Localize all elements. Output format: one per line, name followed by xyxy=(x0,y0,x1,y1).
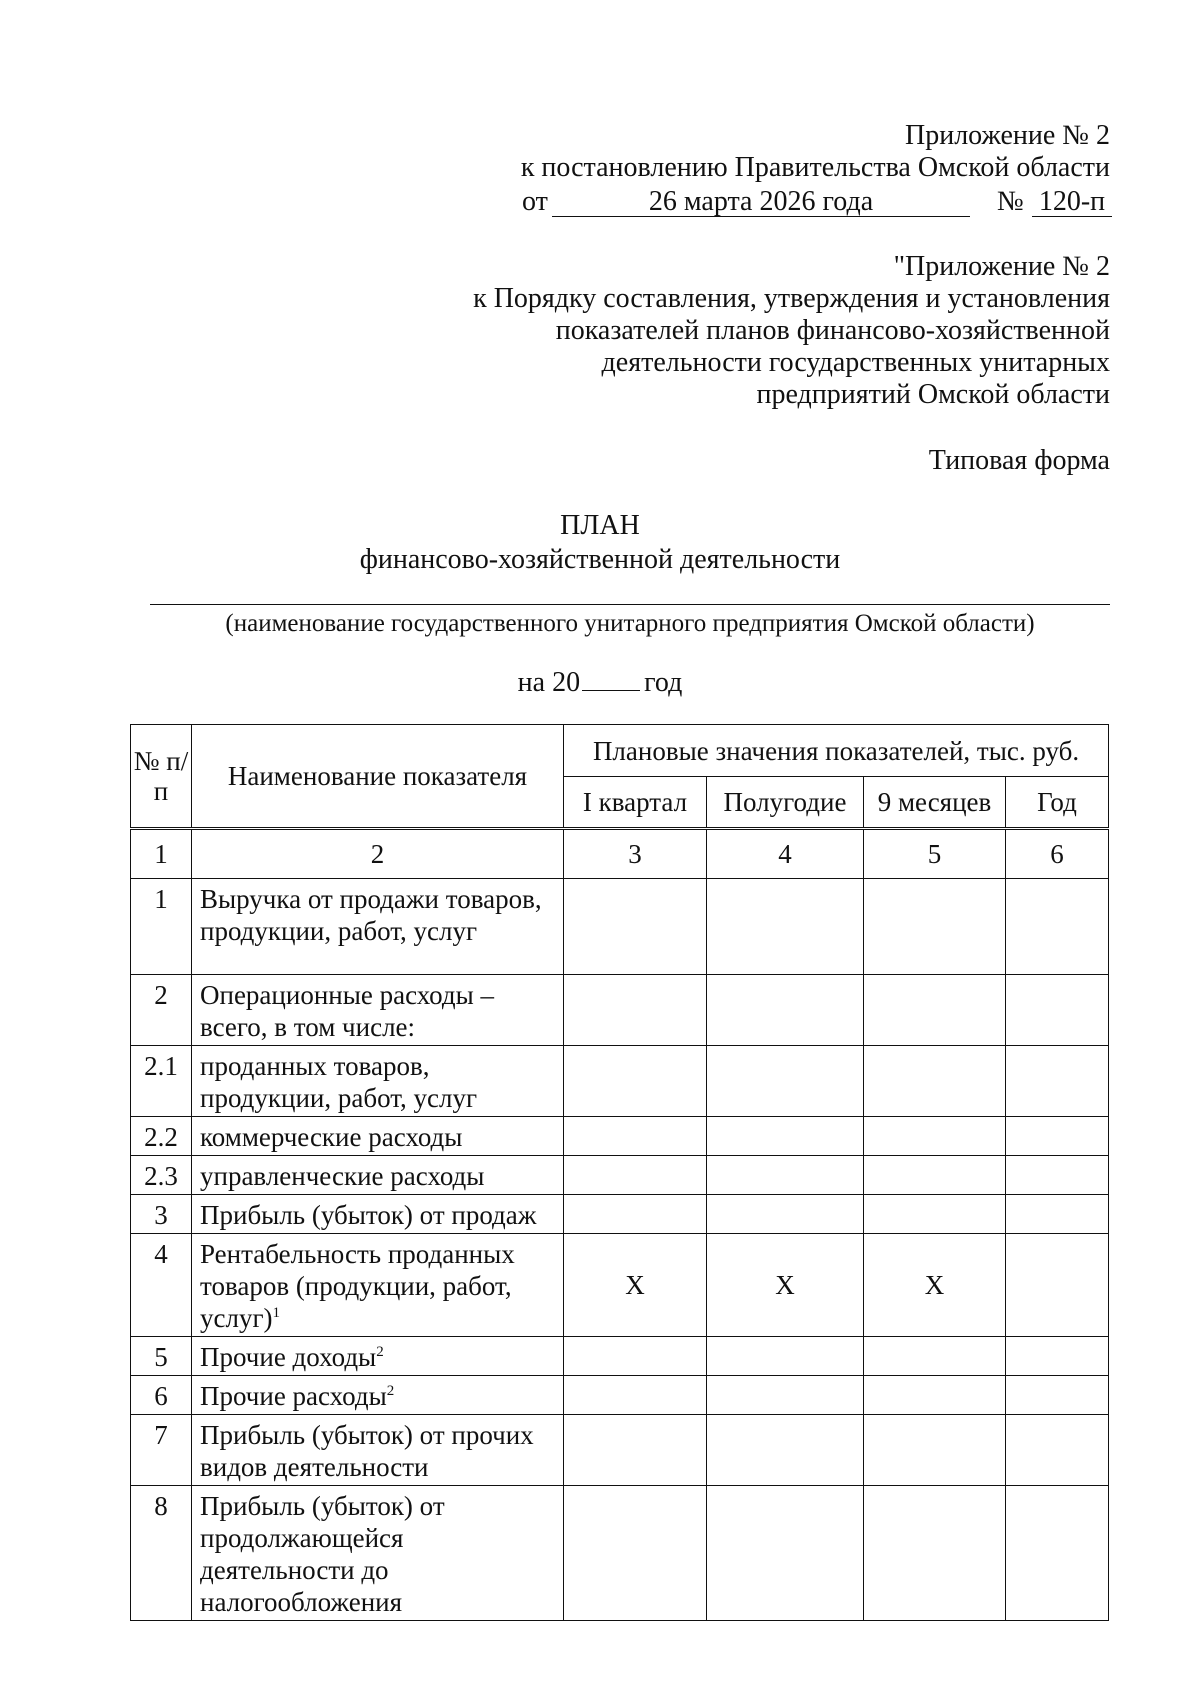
resolution-date-line xyxy=(522,180,1110,220)
value-q1 xyxy=(564,1376,707,1415)
from-label: от xyxy=(522,186,548,217)
indicator-name xyxy=(192,879,564,975)
value-year xyxy=(1006,1415,1109,1486)
table-row xyxy=(131,1376,1109,1415)
value-nine-months xyxy=(864,1486,1006,1621)
enterprise-name-field xyxy=(150,604,1110,605)
value-nine-months xyxy=(864,1376,1006,1415)
row-number: 5 xyxy=(131,1337,192,1376)
value-half-year xyxy=(707,1486,864,1621)
table-row xyxy=(131,1195,1109,1234)
value-nine-months xyxy=(864,1156,1006,1195)
footnote-marker: 2 xyxy=(376,1344,384,1360)
plan-year-line xyxy=(0,666,1200,699)
indicator-name-text: Рентабельность проданных товаров (продукции, работ, услуг) xyxy=(200,1239,515,1333)
value-q1 xyxy=(564,1195,707,1234)
value-nine-months xyxy=(864,1337,1006,1376)
table-row xyxy=(131,1156,1109,1195)
header-year: Год xyxy=(1006,777,1109,829)
quoted-header-line: к Порядку составления, утверждения и установления xyxy=(473,283,1110,314)
indicator-name xyxy=(192,1046,564,1117)
indicator-name xyxy=(192,1156,564,1195)
header-indicator-name: Наименование показателя xyxy=(192,725,564,829)
value-nine-months: X xyxy=(864,1234,1006,1337)
indicator-name xyxy=(192,1117,564,1156)
page-title: ПЛАН xyxy=(560,510,640,541)
value-year xyxy=(1006,1195,1109,1234)
indicator-name-text: Прочие расходы xyxy=(200,1381,387,1411)
footnote-marker: 2 xyxy=(386,1383,395,1399)
value-q1 xyxy=(564,1486,707,1621)
table-row xyxy=(131,975,1109,1046)
column-number: 5 xyxy=(864,829,1006,879)
value-half-year xyxy=(707,1376,864,1415)
row-number: 6 xyxy=(131,1376,192,1415)
header-half-year: Полугодие xyxy=(707,777,864,829)
header-row-number: № п/п xyxy=(131,725,192,829)
column-number: 6 xyxy=(1006,829,1109,879)
value-half-year xyxy=(707,1415,864,1486)
column-number: 1 xyxy=(131,829,192,879)
year-suffix: год xyxy=(644,667,683,698)
indicator-name-text: коммерческие расходы xyxy=(200,1122,463,1152)
value-nine-months xyxy=(864,1415,1006,1486)
indicator-name xyxy=(192,1195,564,1234)
value-nine-months xyxy=(864,1117,1006,1156)
value-year xyxy=(1006,1046,1109,1117)
page-subtitle: финансово-хозяйственной деятельности xyxy=(359,544,841,575)
indicator-name xyxy=(192,1234,564,1337)
value-half-year xyxy=(707,1046,864,1117)
column-number: 3 xyxy=(564,829,707,879)
value-half-year xyxy=(707,975,864,1046)
value-q1 xyxy=(564,879,707,975)
appendix-label: Приложение № 2 xyxy=(905,120,1110,151)
table-row xyxy=(131,1117,1109,1156)
value-q1 xyxy=(564,975,707,1046)
column-number-row xyxy=(131,829,1109,879)
value-nine-months xyxy=(864,975,1006,1046)
value-year xyxy=(1006,1156,1109,1195)
plan-table xyxy=(130,724,1109,1621)
value-half-year xyxy=(707,1195,864,1234)
indicator-name xyxy=(192,1376,564,1415)
value-half-year: X xyxy=(707,1234,864,1337)
resolution-reference: к постановлению Правительства Омской области xyxy=(520,152,1110,183)
value-year xyxy=(1006,1486,1109,1621)
value-q1 xyxy=(564,1156,707,1195)
year-blank-field xyxy=(582,666,640,691)
table-row xyxy=(131,879,1109,975)
quoted-header-line: предприятий Омской области xyxy=(756,379,1110,410)
table-row xyxy=(131,1415,1109,1486)
value-half-year xyxy=(707,1337,864,1376)
header-planned-values: Плановые значения показателей, тыс. руб. xyxy=(564,725,1109,777)
quoted-header-line: показателей планов финансово-хозяйственной xyxy=(555,315,1110,346)
row-number: 2 xyxy=(131,975,192,1046)
row-number: 2.2 xyxy=(131,1117,192,1156)
quoted-appendix-label: "Приложение № 2 xyxy=(893,251,1110,282)
row-number: 2.3 xyxy=(131,1156,192,1195)
header-q1: I квартал xyxy=(564,777,707,829)
value-q1 xyxy=(564,1046,707,1117)
table-row xyxy=(131,1046,1109,1117)
row-number: 3 xyxy=(131,1195,192,1234)
row-number: 8 xyxy=(131,1486,192,1621)
resolution-date: 26 марта 2026 года xyxy=(552,186,970,217)
row-number: 1 xyxy=(131,879,192,975)
value-q1 xyxy=(564,1117,707,1156)
header-nine-months: 9 месяцев xyxy=(864,777,1006,829)
value-year xyxy=(1006,1376,1109,1415)
form-type-label: Типовая форма xyxy=(928,445,1110,476)
quoted-header-line: деятельности государственных унитарных xyxy=(601,347,1110,378)
column-number: 4 xyxy=(707,829,864,879)
row-number: 4 xyxy=(131,1234,192,1337)
row-number: 7 xyxy=(131,1415,192,1486)
table-row xyxy=(131,1486,1109,1621)
indicator-name-text: Прибыль (убыток) от прочих видов деятельности xyxy=(200,1420,534,1482)
value-q1: X xyxy=(564,1234,707,1337)
indicator-name xyxy=(192,1415,564,1486)
indicator-name-text: Прочие доходы xyxy=(200,1342,377,1372)
value-half-year xyxy=(707,1117,864,1156)
enterprise-name-caption: (наименование государственного унитарного предприятия Омской области) xyxy=(225,610,1035,637)
value-nine-months xyxy=(864,879,1006,975)
value-year xyxy=(1006,1234,1109,1337)
value-year xyxy=(1006,1117,1109,1156)
indicator-name-text: Прибыль (убыток) от продаж xyxy=(200,1200,537,1230)
value-nine-months xyxy=(864,1046,1006,1117)
indicator-name xyxy=(192,975,564,1046)
value-half-year xyxy=(707,1156,864,1195)
indicator-name-text: проданных товаров, продукции, работ, услуг xyxy=(200,1051,478,1113)
indicator-name xyxy=(192,1486,564,1621)
indicator-name-text: Прибыль (убыток) от продолжающейся деятельности до налогообложения xyxy=(200,1491,445,1617)
value-year xyxy=(1006,1337,1109,1376)
row-number: 2.1 xyxy=(131,1046,192,1117)
indicator-name-text: Выручка от продажи товаров, продукции, работ, услуг xyxy=(200,884,542,946)
value-year xyxy=(1006,975,1109,1046)
indicator-name-text: Операционные расходы – всего, в том числе: xyxy=(200,980,495,1042)
number-label: № xyxy=(997,186,1024,217)
value-nine-months xyxy=(864,1195,1006,1234)
table-row xyxy=(131,1337,1109,1376)
year-prefix: на 20 xyxy=(517,667,581,698)
value-q1 xyxy=(564,1415,707,1486)
value-half-year xyxy=(707,879,864,975)
indicator-name xyxy=(192,1337,564,1376)
resolution-number: 120-п xyxy=(1032,186,1112,217)
table-row xyxy=(131,1234,1109,1337)
footnote-marker: 1 xyxy=(272,1305,281,1321)
value-year xyxy=(1006,879,1109,975)
column-number: 2 xyxy=(192,829,564,879)
indicator-name-text: управленческие расходы xyxy=(200,1161,485,1191)
value-q1 xyxy=(564,1337,707,1376)
